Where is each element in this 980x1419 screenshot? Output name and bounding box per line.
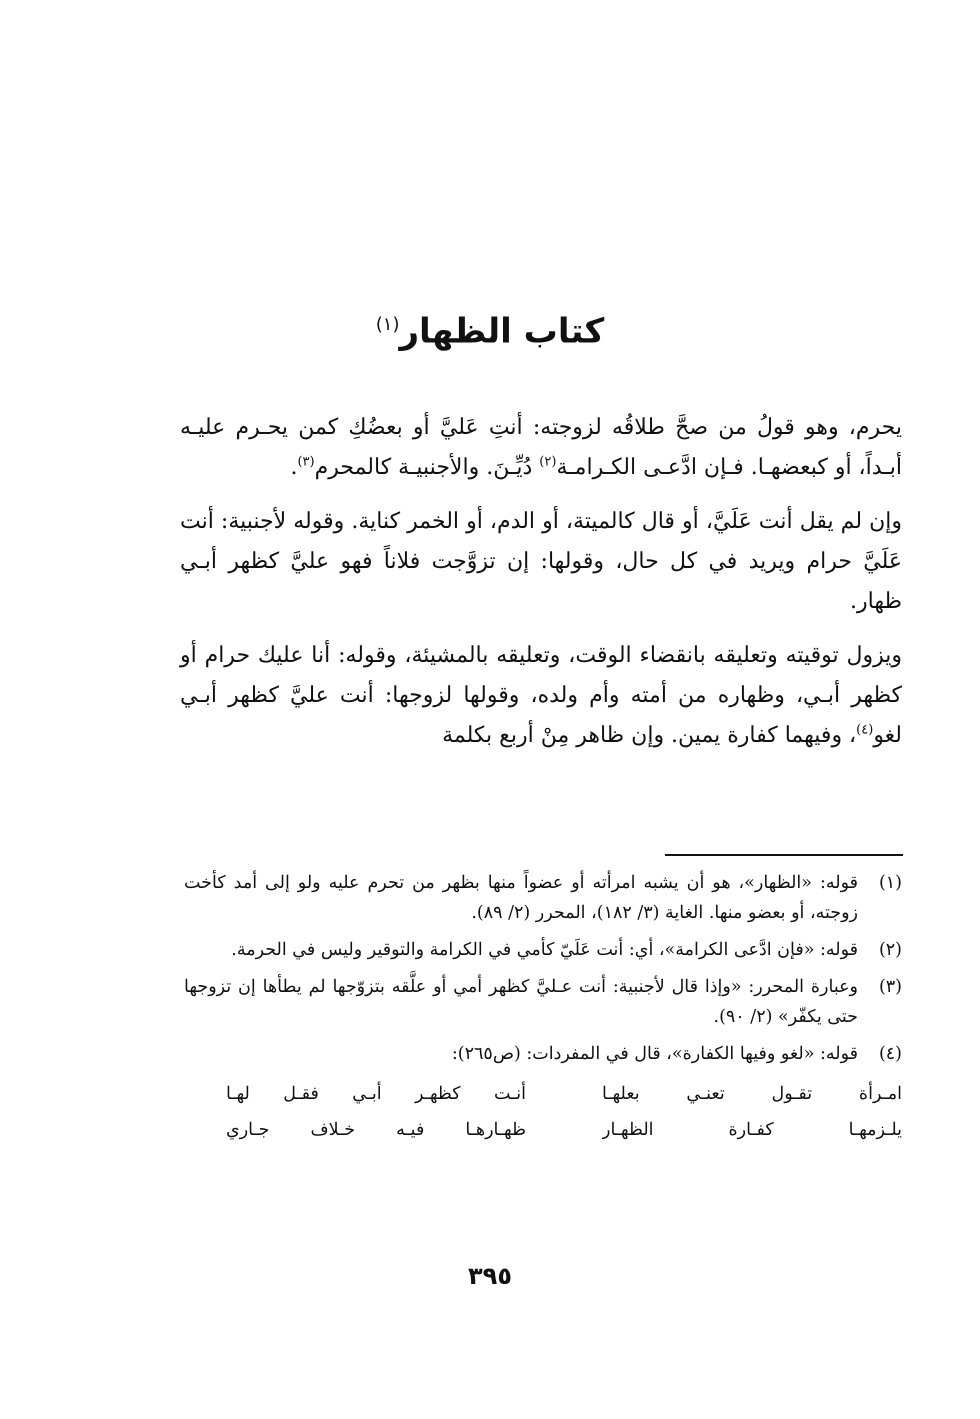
footnote-1 [184,868,902,928]
footnote-number: (٢) [878,940,902,960]
footnote-text: قوله: «لغو وفيها الكفارة»، قال في المفردات: (ص٢٦٥): [451,1044,858,1064]
footnote-ref-2: (٢) [539,454,557,470]
footnote-divider [665,854,903,856]
paragraph-1 [180,408,902,488]
footnote-3 [184,972,902,1032]
title-footnote-ref: (١) [375,314,400,335]
footnote-number: (٤) [878,1044,902,1064]
paragraph-text: ، وفيهما كفارة يمين. وإن ظاهر مِنْ أربع بكلمة [442,723,857,748]
footnote-2 [184,935,902,965]
footnote-text: وعبارة المحرر: «وإذا قال لأجنبية: أنت عـليَّ كظهر أمي أو علَّقه بتزوّجها لم يطأها إن تزوجها حتى يكفّر» (٢/ ٩٠). [184,977,858,1027]
poem [226,1076,902,1148]
footnote-number: (١) [878,873,902,893]
paragraph-text: ويزول توقيته وتعليقه بانقضاء الوقت، وتعليقه بالمشيئة، وقوله: أنا عليك حرام أو كظهر أبـي، وظهاره من أمته وأم ولده، وقولها لزوجها: أنت عليَّ كظهر أبـي لغو [180,643,902,748]
paragraph-text: وإن لم يقل أنت عَلَيَّ، أو قال كالميتة، أو الدم، أو الخمر كناية. وقوله لأجنبية: أنت عَلَيَّ حرام ويريد في كل حال، وقولها: إن تزوَّجت فلاناً فهو عليَّ كظهر أبـي ظهار. [180,509,902,614]
page-number: ٣٩٥ [468,1262,512,1290]
footnote-4 [184,1039,902,1069]
verse-second-hemistich: أنـت كظهـر أبـي فقـل لهـا [226,1084,526,1104]
poem-verse [226,1112,902,1148]
footnote-text: قوله: «فإن ادَّعى الكرامة»، أي: أنت عَلَيّ كأمي في الكرامة والتوقير وليس في الحرمة. [231,940,858,960]
paragraph-3 [180,636,902,756]
poem-verse [226,1076,902,1112]
footnotes-section [184,868,902,1148]
verse-second-hemistich: ظهـارهـا فيـه خـلاف جـاري [226,1120,526,1140]
footnote-number: (٣) [878,977,902,997]
footnote-ref-3: (٣) [297,454,315,470]
paragraph-text: يحرم، وهو قولُ من صحَّ طلاقُه لزوجته: أنتِ عَليَّ أو بعضُكِ كمن يحـرم عليـه أبـداً، أو كبعضهـا. فـإن ادَّعـى الكـرامـة [180,415,902,480]
footnote-ref-4: (٤) [856,722,874,738]
paragraph-text: دُيِّـنَ. والأجنبيـة كالمحرم [314,455,540,480]
paragraph-2 [180,502,902,622]
main-text [180,408,902,770]
verse-first-hemistich: يلـزمهـا كفـارة الظهـار [602,1120,902,1140]
verse-first-hemistich: امـرأة تقـول تعنـي بعلهـا [602,1084,902,1104]
title-text: كتاب الظهار [399,311,605,352]
paragraph-text: . [290,455,298,480]
page-title [0,300,980,356]
footnote-text: قوله: «الظهار»، هو أن يشبه امرأته أو عضواً منها بظهر من تحرم عليه ولو إلى أمد كأخت زوجته، أو بعضو منها. الغاية (٣/ ١٨٢)، المحرر (٢/ ٨٩). [184,873,858,923]
